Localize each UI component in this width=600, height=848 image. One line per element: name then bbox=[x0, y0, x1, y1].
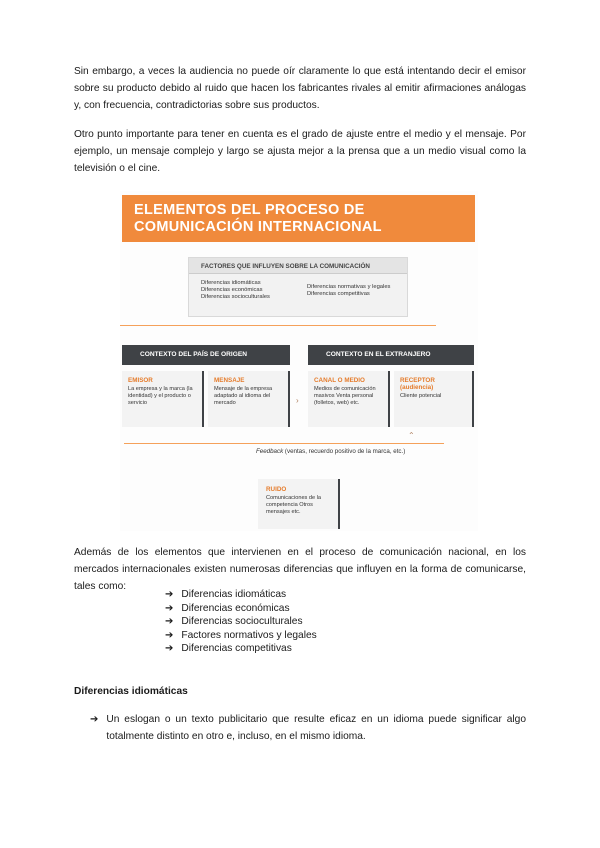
chevron-right-icon: › bbox=[296, 396, 299, 405]
canal-box bbox=[308, 371, 390, 427]
factor-item: Diferencias normativas y legales bbox=[307, 284, 391, 290]
emisor-title: EMISOR bbox=[128, 377, 153, 384]
section-heading: Diferencias idiomáticas bbox=[74, 686, 188, 697]
mensaje-box bbox=[208, 371, 290, 427]
factors-box bbox=[188, 257, 408, 317]
list-item bbox=[165, 602, 317, 616]
diagram-title-line-1: ELEMENTOS DEL PROCESO DE bbox=[134, 202, 365, 218]
origin-context-header: CONTEXTO DEL PAÍS DE ORIGEN bbox=[122, 345, 290, 365]
connector-line-top bbox=[120, 325, 436, 326]
canal-title: CANAL O MEDIO bbox=[314, 377, 365, 384]
feedback-label bbox=[256, 448, 405, 456]
list-item-text: Diferencias idiomáticas bbox=[181, 589, 287, 600]
factor-item: Diferencias económicas bbox=[201, 287, 263, 293]
emisor-text: La empresa y la marca (la identidad) y el producto o servicio bbox=[128, 386, 193, 406]
paragraph-noise: Sin embargo, a veces la audiencia no puede oír claramente lo que está intentando decir el emisor sobre su producto debido al ruido que hacen los fabricantes rivales al emitir afirmaciones análogas y, con frecuencia, contradictorias sobre sus productos. bbox=[74, 66, 526, 111]
list-item-text: Diferencias socioculturales bbox=[181, 616, 303, 627]
ruido-text: Comunicaciones de la competencia Otros mensajes etc. bbox=[266, 495, 322, 515]
list-item-text: Diferencias competitivas bbox=[181, 643, 292, 654]
factor-item: Diferencias socioculturales bbox=[201, 294, 270, 300]
paragraph-medium-message: Otro punto importante para tener en cuenta es el grado de ajuste entre el medio y el mensaje. Por ejemplo, un mensaje complejo y largo se ajusta mejor a la prensa que a un medio visual como la televisión o el cine. bbox=[74, 129, 526, 174]
receptor-title: RECEPTOR bbox=[400, 377, 435, 384]
diagram-title-line-2: COMUNICACIÓN INTERNACIONAL bbox=[134, 219, 382, 235]
feedback-line bbox=[124, 443, 444, 444]
arrow-right-icon: ➔ bbox=[165, 643, 174, 654]
feedback-italic: Feedback bbox=[256, 448, 284, 455]
factors-title: FACTORES QUE INFLUYEN SOBRE LA COMUNICACIÓN bbox=[189, 258, 407, 274]
communication-process-diagram bbox=[120, 191, 478, 531]
foreign-context-header: CONTEXTO EN EL EXTRANJERO bbox=[308, 345, 474, 365]
arrow-right-icon: ➔ bbox=[165, 629, 174, 641]
canal-text: Medios de comunicación masivos Venta personal (folletos, web) etc. bbox=[314, 386, 376, 406]
arrow-right-icon: ➔ bbox=[165, 602, 174, 614]
list-item bbox=[165, 588, 317, 602]
section-note-text: Un eslogan o un texto publicitario que resulte eficaz en un idioma puede significar algo totalmente distinto en otro e, incluso, en el mismo idioma. bbox=[106, 714, 526, 742]
arrow-right-icon: ➔ bbox=[165, 589, 174, 600]
list-item-text: Diferencias económicas bbox=[181, 602, 290, 614]
receptor-box bbox=[394, 371, 474, 427]
factors-right-list bbox=[307, 284, 390, 298]
factor-item: Diferencias idiomáticas bbox=[201, 280, 261, 286]
mensaje-text: Mensaje de la empresa adaptado al idioma del mercado bbox=[214, 386, 273, 406]
list-item-text: Factores normativos y legales bbox=[181, 629, 317, 641]
list-item bbox=[165, 615, 317, 629]
diagram-title bbox=[122, 195, 475, 242]
factor-item: Diferencias competitivas bbox=[307, 291, 370, 297]
paragraph-international: Además de los elementos que intervienen en el proceso de comunicación nacional, en los mercados internacionales existen numerosas diferencias que influyen en la forma de comunicarse, tales como: bbox=[74, 547, 526, 592]
receptor-text: Cliente potencial bbox=[400, 393, 442, 399]
emisor-box bbox=[122, 371, 204, 427]
arrow-right-icon: ➔ bbox=[90, 714, 99, 725]
receptor-subtitle: (audiencia) bbox=[400, 384, 434, 391]
section-note bbox=[90, 711, 526, 745]
chevron-up-icon: ⌃ bbox=[408, 431, 415, 440]
list-item bbox=[165, 629, 317, 643]
feedback-text: (ventas, recuerdo positivo de la marca, etc.) bbox=[284, 448, 406, 455]
list-item bbox=[165, 642, 317, 656]
mensaje-title: MENSAJE bbox=[214, 377, 245, 384]
ruido-title: RUIDO bbox=[266, 486, 287, 493]
differences-list bbox=[165, 588, 317, 656]
factors-left-list bbox=[201, 280, 270, 301]
arrow-right-icon: ➔ bbox=[165, 616, 174, 627]
ruido-box bbox=[258, 479, 340, 529]
